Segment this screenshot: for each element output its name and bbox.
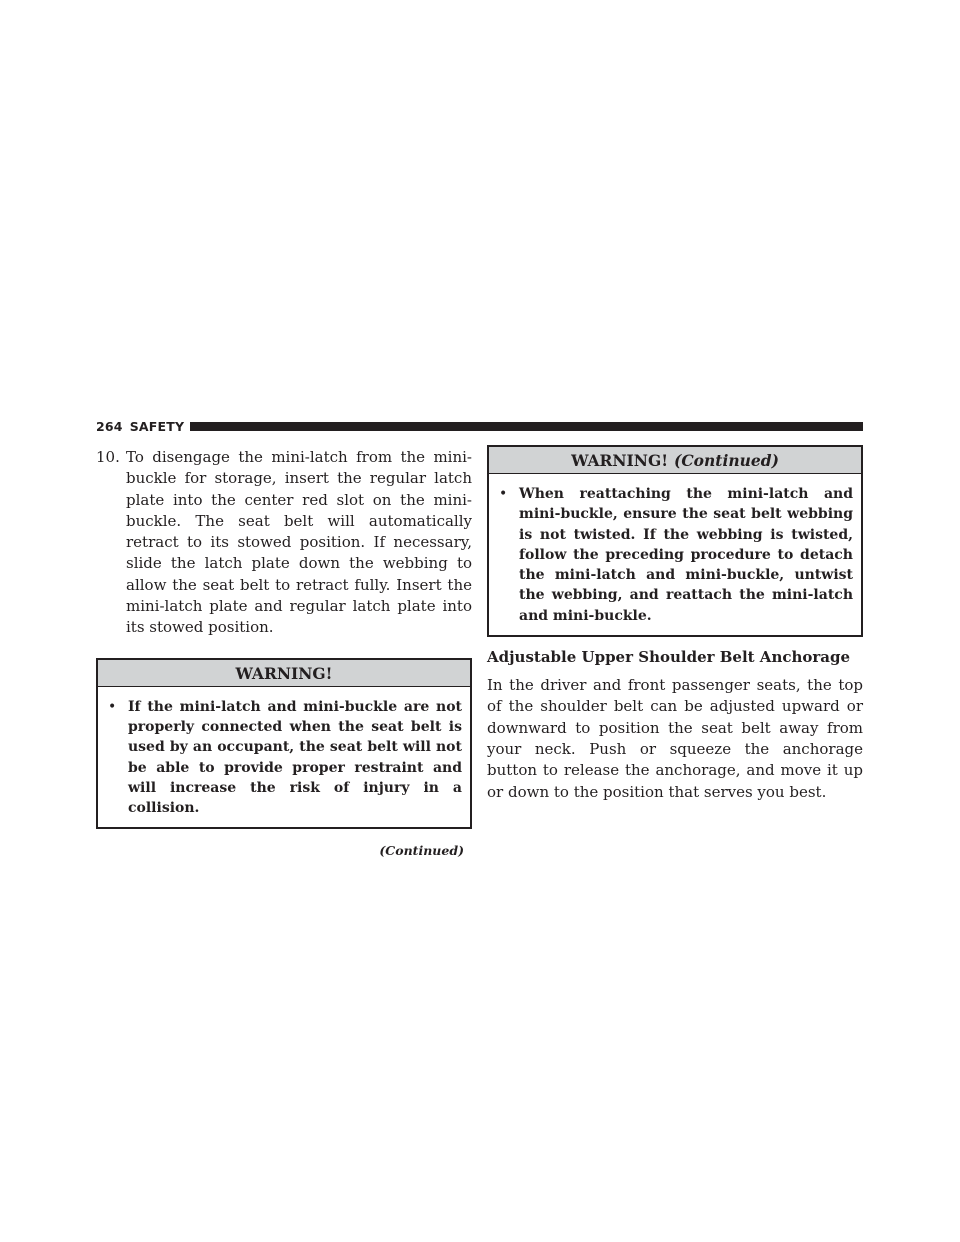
warning-text: If the mini-latch and mini-buckle are not properly connected when the seat belt is used by an occupant, the seat belt will not be able to provide proper restraint and will increase the risk of injury in a collision. — [128, 698, 462, 817]
warning-header — [98, 660, 470, 687]
step-10 — [96, 447, 472, 639]
warning-title: WARNING! — [235, 663, 333, 683]
section-title: SAFETY — [129, 418, 185, 434]
warning-box — [96, 658, 472, 830]
right-column — [487, 445, 863, 803]
step-number: 10. — [96, 448, 120, 466]
step-text: To disengage the mini-latch from the mini-buckle for storage, insert the regular latch plate into the center red slot on the mini-buckle. The seat belt will automatically retract to its stowed position. If necessary, slide the latch plate down the webbing to allow the seat belt to retract fully. Insert the mini-latch plate and regular latch plate into its stowed position. — [126, 448, 472, 637]
warning-header — [489, 447, 861, 474]
warning-box-continued — [487, 445, 863, 637]
header-rule — [190, 422, 863, 431]
continued-note: (Continued) — [379, 843, 464, 859]
bullet-icon: • — [108, 698, 117, 715]
page-number: 264 — [96, 418, 123, 434]
section-subheading: Adjustable Upper Shoulder Belt Anchorage — [487, 648, 851, 667]
page-header — [96, 417, 863, 435]
left-column — [96, 447, 472, 858]
warning-body — [489, 474, 861, 635]
warning-title: WARNING! — [571, 451, 669, 470]
warning-text: When reattaching the mini-latch and mini-buckle, ensure the seat belt webbing is not twisted. If the webbing is twisted, follow the preceding procedure to detach the mini-latch and mini-buckle, untwist the webbing, and reattach the mini-latch and mini-buckle. — [519, 486, 853, 624]
warning-continued-label: (Continued) — [674, 451, 779, 470]
bullet-icon: • — [499, 486, 508, 502]
warning-body — [98, 687, 470, 828]
body-paragraph: In the driver and front passenger seats, the top of the shoulder belt can be adjusted upward or downward to position the seat belt away from your neck. Push or squeeze the anchorage button to release the anchorage, and move it up or down to the position that serves you best. — [487, 676, 863, 801]
